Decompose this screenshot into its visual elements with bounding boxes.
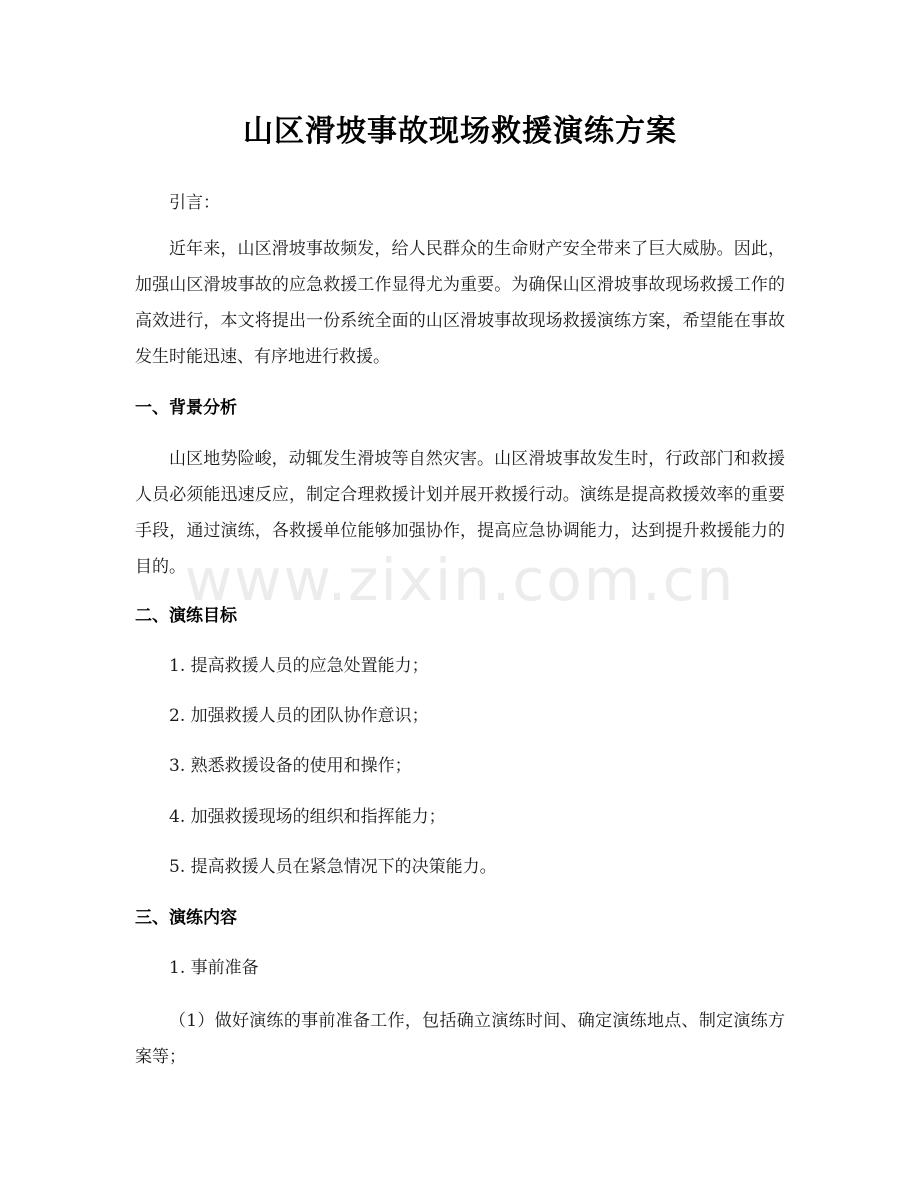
intro-label: 引言： — [169, 193, 220, 213]
intro-paragraph: 近年来，山区滑坡事故频发，给人民群众的生命财产安全带来了巨大威胁。因此，加强山区滑坡事故的应急救援工作显得尤为重要。为确保山区滑坡事故现场救援工作的高效进行，本文将提出一份系统全面的山区滑坡事故现场救援演练方案，希望能在事故发生时能迅速、有序地进行救援。 — [135, 239, 785, 367]
goal-item-5: 5. 提高救援人员在紧急情况下的决策能力。 — [169, 857, 497, 877]
document-title: 山区滑坡事故现场救援演练方案 — [243, 114, 677, 149]
watermark: www.zixin.com.cn — [184, 546, 736, 614]
goal-item-4: 4. 加强救援现场的组织和指挥能力； — [169, 807, 446, 827]
content-subheading: 1. 事前准备 — [169, 958, 259, 978]
goal-item-1: 1. 提高救援人员的应急处置能力； — [169, 656, 429, 676]
section-heading-content: 三、演练内容 — [135, 908, 237, 928]
content-paragraph: （1）做好演练的事前准备工作，包括确立演练时间、确定演练地点、制定演练方案等； — [135, 1011, 785, 1067]
section-heading-background: 一、背景分析 — [135, 398, 237, 418]
goal-item-3: 3. 熟悉救援设备的使用和操作； — [169, 756, 412, 776]
section-heading-goals: 二、演练目标 — [135, 606, 237, 626]
goal-item-2: 2. 加强救援人员的团队协作意识； — [169, 706, 429, 726]
background-paragraph: 山区地势险峻，动辄发生滑坡等自然灾害。山区滑坡事故发生时，行政部门和救援人员必须能迅速反应，制定合理救援计划并展开救援行动。演练是提高救援效率的重要手段，通过演练，各救援单位能够加强协作，提高应急协调能力，达到提升救援能力的目的。 — [135, 449, 785, 577]
